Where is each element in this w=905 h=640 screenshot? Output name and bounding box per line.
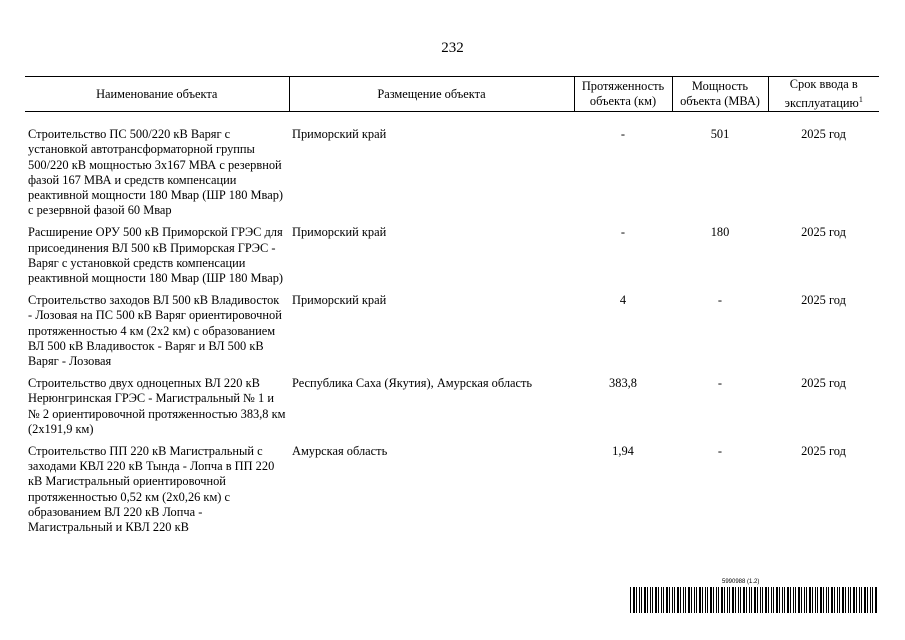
cell-place: Приморский край xyxy=(292,293,387,308)
barcode-image xyxy=(630,587,878,613)
cell-name: Строительство ПП 220 кВ Магистральный с заходами КВЛ 220 кВ Тында - Лопча в ПП 220 кВ Магистральный ориентировочной протяженностью 0,52 км (2х0,26 км) с образованием ВЛ 220 кВ Лопча - Магистральный и КВЛ 220 кВ xyxy=(28,443,275,534)
cell-power: - xyxy=(717,443,723,458)
cell-name: Строительство ПС 500/220 кВ Варяг с установкой автотрансформаторной группы 500/220 кВ мощностью 3х167 МВА с резервной фазой 167 МВА и средств компенсации реактивной мощности 180 Мвар (ШР 180 Мвар) с резервной фазой 60 Мвар xyxy=(28,127,284,218)
header-term xyxy=(768,77,879,112)
cell-name: Строительство двух одноцепных ВЛ 220 кВ Нерюнгринская ГРЭС - Магистральный № 1 и № 2 ориентировочной протяженностью 383,8 км (2х191,9 км) xyxy=(28,376,286,436)
header-length: Протяженность объекта (км) xyxy=(574,77,672,112)
cell-power: - xyxy=(717,293,723,308)
cell-term: 2025 год xyxy=(801,225,846,240)
cell-length: - xyxy=(620,225,626,240)
header-name: Наименование объекта xyxy=(25,77,289,112)
table-row xyxy=(25,127,879,225)
table-row xyxy=(25,293,879,376)
cell-place: Приморский край xyxy=(292,225,387,240)
table-row xyxy=(25,444,879,542)
cell-power: 180 xyxy=(710,225,730,240)
header-place: Размещение объекта xyxy=(289,77,574,112)
cell-name: Расширение ОРУ 500 кВ Приморской ГРЭС для присоединения ВЛ 500 кВ Приморская ГРЭС - Варяг с установкой средств компенсации реактивной мощности 180 Мвар (ШР 180 Мвар) xyxy=(28,225,284,285)
cell-term: 2025 год xyxy=(801,293,846,308)
cell-place: Амурская область xyxy=(292,443,388,458)
barcode-caption: 5990988 (1.2) xyxy=(722,579,760,585)
cell-length: 383,8 xyxy=(609,376,637,391)
header-term-label: Срок ввода в эксплуатацию xyxy=(784,77,859,111)
table-row xyxy=(25,225,879,293)
cell-term: 2025 год xyxy=(801,443,846,458)
cell-name: Строительство заходов ВЛ 500 кВ Владивосток - Лозовая на ПС 500 кВ Варяг ориентировочной протяженностью 4 км (2х2 км) с образованием ВЛ 500 кВ Владивосток - Варяг и ВЛ 500 кВ Варяг - Лозовая xyxy=(28,293,282,368)
cell-place: Приморский край xyxy=(292,127,387,142)
cell-place: Республика Саха (Якутия), Амурская область xyxy=(292,376,533,391)
cell-term: 2025 год xyxy=(801,127,846,142)
cell-power: 501 xyxy=(710,127,730,142)
cell-length: 1,94 xyxy=(612,443,634,458)
table-header-row xyxy=(25,77,879,112)
header-power: Мощность объекта (МВА) xyxy=(672,77,768,112)
header-term-footnote: 1 xyxy=(858,95,863,104)
cell-power: - xyxy=(717,376,723,391)
page-number: 232 xyxy=(441,40,464,56)
cell-length: 4 xyxy=(619,293,627,308)
cell-term: 2025 год xyxy=(801,376,846,391)
table-row xyxy=(25,376,879,444)
cell-length: - xyxy=(620,127,626,142)
objects-table xyxy=(25,76,879,542)
